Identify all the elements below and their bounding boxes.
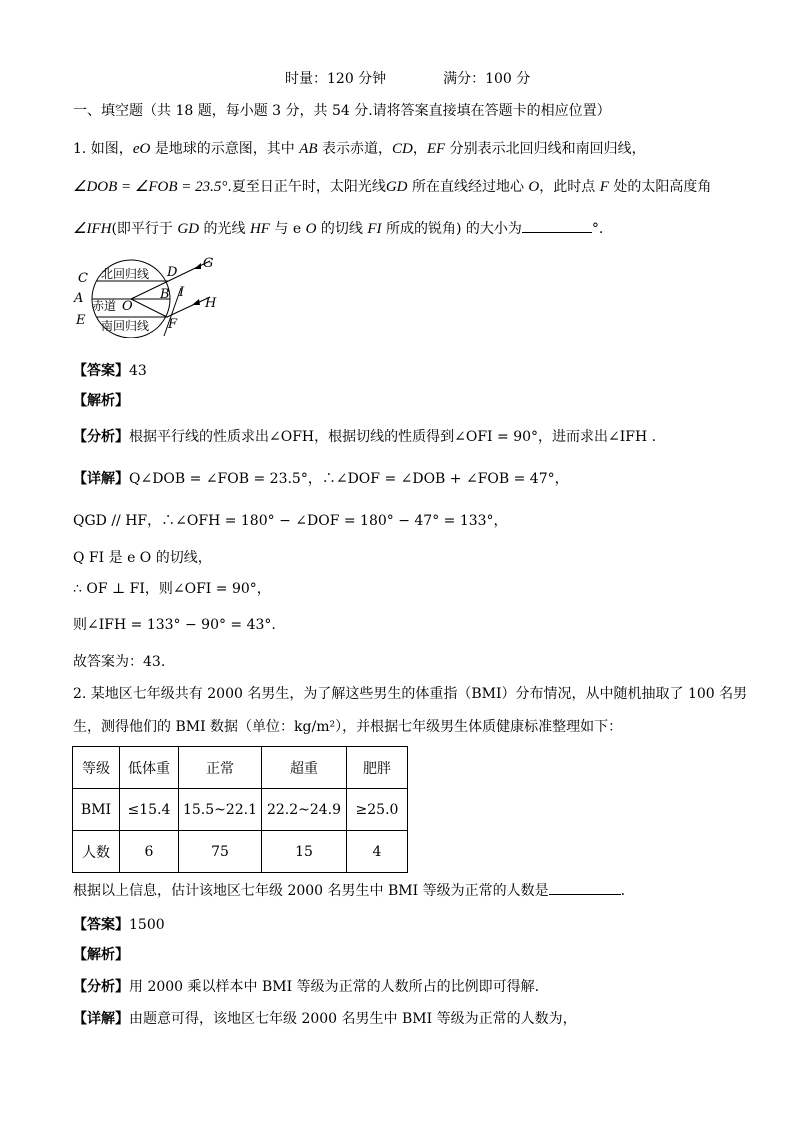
table-row: BMI ≤15.4 15.5~22.1 22.2~24.9 ≥25.0 xyxy=(73,789,408,831)
answer-blank xyxy=(522,220,592,233)
label-north: 北回归线 xyxy=(101,267,150,281)
q1-step6: 故答案为：43. xyxy=(73,654,166,670)
q1-fenxi: 【分析】根据平行线的性质求出∠OFH，根据切线的性质得到∠OFI = 90°，进而求出∠IFH . xyxy=(73,429,657,445)
arrow-h xyxy=(192,299,200,305)
bmi-table xyxy=(72,746,408,873)
section-title: 一、填空题（共 18 题，每小题 3 分，共 54 分.请将答案直接填在答题卡的相应位置） xyxy=(73,103,611,119)
q2-line2: 生，测得他们的 BMI 数据（单位：kg/m²），并根据七年级男生体质健康标准整理如下： xyxy=(73,719,623,735)
q1-step5: 则∠IFH = 133° − 90° = 43°. xyxy=(73,617,276,633)
q1-step3: Q FI 是 e O 的切线， xyxy=(73,550,212,566)
exam-header xyxy=(285,68,530,88)
label-E: E xyxy=(76,313,86,328)
label-D: D xyxy=(167,265,178,280)
table-row: 等级 低体重 正常 超重 肥胖 xyxy=(73,747,408,789)
q1-line3: ∠IFH(即平行于 GD 的光线 HF 与 e O 的切线 FI 所成的锐角) 的大小为 °. xyxy=(73,221,604,237)
label-equator: 赤道 xyxy=(92,299,117,313)
arrow-g xyxy=(194,263,201,269)
q2-analysis-label: 【解析】 xyxy=(73,947,129,963)
q1-step4: ∴ OF ⊥ FI，则∠OFI = 90°， xyxy=(73,581,271,597)
q2-fenxi: 【分析】用 2000 乘以样本中 BMI 等级为正常的人数所占的比例即可得解. xyxy=(73,979,540,995)
label-C: C xyxy=(78,271,88,286)
label-F: F xyxy=(168,317,178,332)
q1-answer: 【答案】43 xyxy=(73,363,147,379)
label-O: O xyxy=(122,299,133,314)
label-south: 南回归线 xyxy=(101,319,150,333)
earth-diagram xyxy=(70,252,230,338)
q2-line1: 2. 某地区七年级共有 2000 名男生，为了解这些男生的体重指（BMI）分布情况，从中随机抽取了 100 名男 xyxy=(73,686,748,702)
q1-line1: 1. 如图，eO 是地球的示意图，其中 AB 表示赤道，CD，EF 分别表示北回归线和南回归线， xyxy=(73,141,646,157)
q1-line2: ∠DOB = ∠FOB = 23.5°.夏至日正午时，太阳光线GD 所在直线经过地心 O，此时点 F 处的太阳高度角 xyxy=(73,179,712,195)
label-B: B xyxy=(160,287,170,302)
table-row: 人数 6 75 15 4 xyxy=(73,831,408,873)
q1-xiangjie: 【详解】Q∠DOB = ∠FOB = 23.5°，∴∠DOF = ∠DOB + ∠FOB = 47°， xyxy=(73,471,569,487)
q2-line3: 根据以上信息，估计该地区七年级 2000 名男生中 BMI 等级为正常的人数是 . xyxy=(73,883,626,899)
q1-analysis-label: 【解析】 xyxy=(73,393,129,409)
ray-hf xyxy=(167,297,210,317)
label-I: I xyxy=(179,285,185,300)
label-A: A xyxy=(74,291,84,306)
q2-xiangjie: 【详解】由题意可得，该地区七年级 2000 名男生中 BMI 等级为正常的人数为， xyxy=(73,1011,577,1027)
q1-step2: QGD // HF，∴∠OFH = 180° − ∠DOF = 180° − 47° = 133°， xyxy=(73,513,508,529)
answer-blank xyxy=(549,882,621,895)
q2-answer: 【答案】1500 xyxy=(73,917,165,933)
label-G: G xyxy=(203,256,214,271)
label-H: H xyxy=(205,296,217,311)
score-info: 满分：100 分 xyxy=(443,71,531,87)
time-info: 时量：120 分钟 xyxy=(285,71,387,87)
